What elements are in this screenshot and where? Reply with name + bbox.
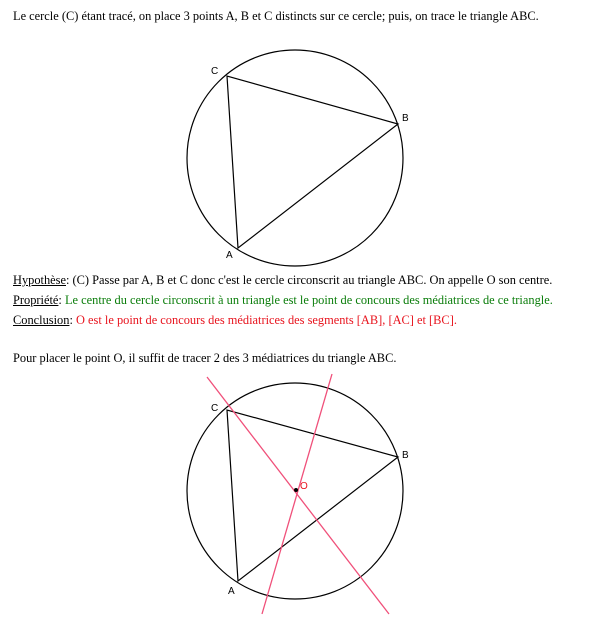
label-b-2: B — [402, 450, 409, 461]
bisector-ab — [207, 377, 389, 614]
hypothesis-label: Hypothèse — [13, 273, 66, 287]
label-a-2: A — [228, 586, 235, 597]
circle-1 — [187, 50, 403, 266]
property-text: Le centre du cercle circonscrit à un triangle est le point de concours des médiatrices de ce triangle. — [64, 293, 553, 307]
label-o-2: O — [300, 481, 308, 492]
property-sep: : — [58, 293, 65, 307]
hypothesis-text: : (C) Passe par A, B et C donc c'est le cercle circonscrit au triangle ABC. On appelle O son centre. — [66, 273, 553, 287]
conclusion-text: O est le point de concours des médiatrices des segments [AB], [AC] et [BC]. — [76, 313, 457, 327]
center-o-point — [294, 488, 298, 492]
figure-2 — [187, 374, 409, 614]
label-a-1: A — [226, 250, 233, 261]
intro-text: Le cercle (C) étant tracé, on place 3 points A, B et C distincts sur ce cercle; puis, on trace le triangle ABC. — [13, 9, 539, 23]
conclusion-sep: : — [69, 313, 76, 327]
triangle-abc-1 — [227, 76, 398, 248]
instruction-text: Pour placer le point O, il suffit de tracer 2 des 3 médiatrices du triangle ABC. — [13, 351, 397, 365]
property-label: Propriété — [13, 293, 59, 307]
label-c-1: C — [211, 66, 219, 77]
conclusion-label: Conclusion — [13, 313, 70, 327]
label-b-1: B — [402, 113, 409, 124]
bisector-bc — [262, 374, 332, 614]
figure-1 — [187, 50, 409, 266]
label-c-2: C — [211, 403, 219, 414]
